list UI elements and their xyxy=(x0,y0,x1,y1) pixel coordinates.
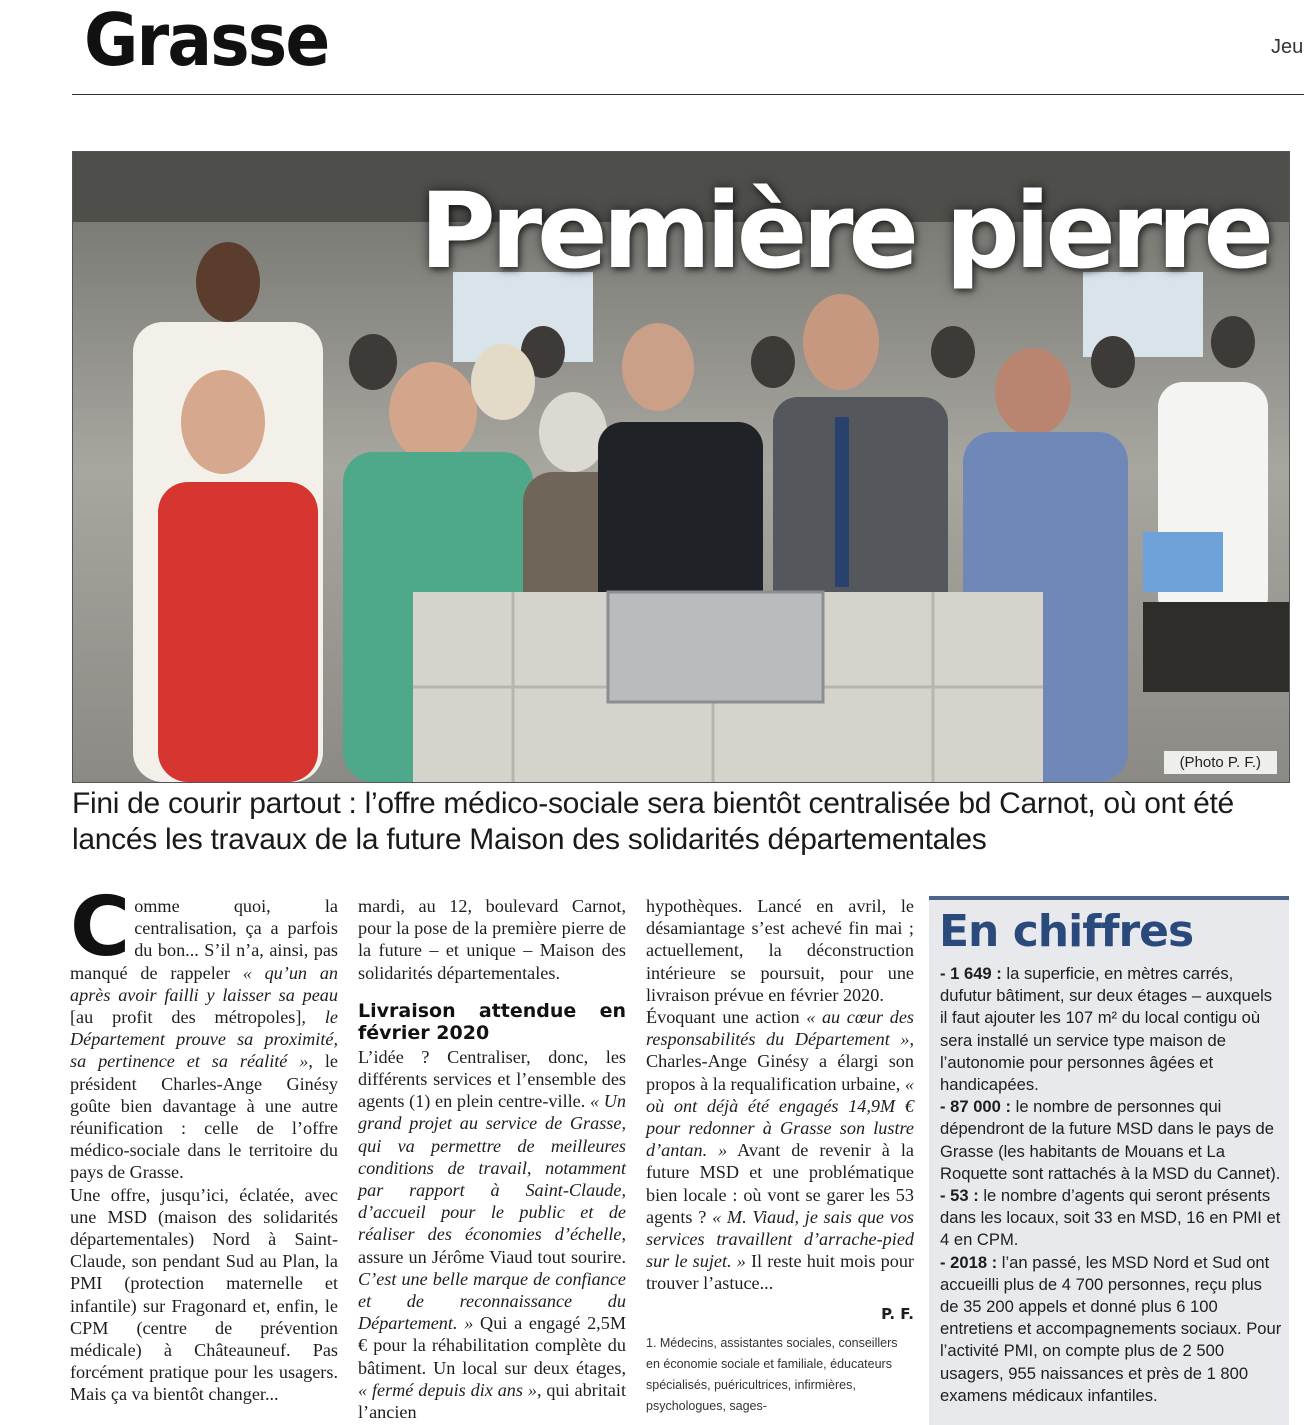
text-run: [au profit des métropoles] xyxy=(70,1007,302,1028)
sidebar-item-key: - 53 : xyxy=(940,1186,979,1206)
photo-credit: (Photo P. F.) xyxy=(1164,751,1277,774)
sidebar-item xyxy=(940,963,1284,1096)
sidebar-en-chiffres xyxy=(929,896,1289,1425)
sidebar-item-key: - 1 649 : xyxy=(940,964,1002,983)
quote-run: C’est une belle marque de confiance et de reconnaissance du Département. » xyxy=(358,1268,626,1334)
text-run: omme quoi, la centralisation, ça a parfois du bon... S’il n’a, ainsi, pas manqué de rappeler xyxy=(70,896,338,983)
sidebar-body xyxy=(940,963,1284,1407)
quote-run: « qu’un an après avoir failli y laisser sa peau xyxy=(70,962,339,1005)
text-run: Qui a engagé 2,5M € pour la réhabilitation complète du bâtiment. Un local sur deux étages, xyxy=(358,1313,626,1378)
sidebar-item xyxy=(940,1096,1284,1185)
text-run: Évoquant une action xyxy=(646,1007,807,1028)
quote-run: « Un grand projet au service de Grasse, qui va permettre de meilleures conditions de travail, notamment par rapport à Saint-Claude, d’accueil pour le public et de réaliser des économies d’échelle xyxy=(358,1091,626,1245)
article-photo xyxy=(72,151,1290,783)
sidebar-item-text: l’an passé, les MSD Nord et Sud ont accueilli plus de 4 700 personnes, reçu plus de 35 200 appels et donné plus 6 100 entretiens et accompagnements sociaux. Pour l’activité PMI, on compte plus de 2 500 usagers, 955 naissances et près de 1 800 examens médicaux infantiles. xyxy=(940,1252,1282,1405)
quote-run: « M. Viaud, je sais que vos services travaillent d’arrache-pied sur le sujet. » xyxy=(646,1206,914,1272)
article-column-1 xyxy=(70,880,339,1406)
article-paragraph-3: mardi, au 12, boulevard Carnot, pour la pose de la première pierre de la future – et unique – Maison des solidarités départementales. xyxy=(358,896,626,983)
quote-run: « où ont déjà été engagés 14,9M € pour redonner à Grasse son lustre d’antan. » xyxy=(646,1073,914,1161)
article-column-3 xyxy=(646,895,914,1417)
footnote: 1. Médecins, assistantes sociales, conseillers en économie sociale et familiale, éducateurs spécialisés, puéricultrices, infirmières, psychologues, sages- xyxy=(646,1335,898,1413)
quote-run: « fermé depuis dix ans » xyxy=(358,1379,537,1400)
author-signature: P. F. xyxy=(881,1304,914,1323)
article-paragraph-1 xyxy=(70,880,339,1184)
text-run: , qui abritait l’ancien xyxy=(358,1379,626,1423)
sidebar-item-text: la superficie, en mètres carrés, dufutur bâtiment, sur deux étages – auxquels il faut ajouter les 107 m² du local contigu où sera installé un service type maison de l’autonomie pour personnes âgées et handicapées. xyxy=(940,964,1273,1095)
article-paragraph-4 xyxy=(358,1046,626,1423)
text-run: L’idée ? Centraliser, donc, les différents services et l’ensemble des agents (1) en plein centre-ville. xyxy=(358,1046,626,1112)
text-run: Avant de revenir à la future MSD et une problématique bien locale : où vont se garer les 53 agents ? xyxy=(646,1140,914,1227)
header-date: Jeu xyxy=(1271,36,1304,58)
sidebar-item-key: - 87 000 : xyxy=(940,1097,1012,1117)
quote-run: , le Département prouve sa proximité, sa pertinence et sa réalité » xyxy=(70,1007,338,1072)
article-subhead: Livraison attendue en février 2020 xyxy=(358,999,626,1044)
sidebar-item-key: - 2018 : xyxy=(940,1252,998,1272)
quote-run: « au cœur des responsabilités du Département » xyxy=(646,1007,914,1050)
text-run: , assure un Jérôme Viaud tout sourire. xyxy=(358,1224,626,1267)
text-run: Il reste huit mois pour trouver l’astuce... xyxy=(646,1251,914,1294)
section-title: Grasse xyxy=(84,0,329,82)
sidebar-item-text: le nombre de personnes qui dépendront de la future MSD dans le pays de Grasse (les habitants de Mouans et La Roquette sont rattachés à la MSD du Cannet). xyxy=(940,1097,1281,1183)
sidebar-item xyxy=(940,1252,1284,1407)
text-run: , Charles-Ange Ginésy a élargi son propos à la requalification urbaine, xyxy=(646,1029,914,1094)
article-subheadline: Fini de courir partout : l’offre médico-sociale sera bientôt centralisée bd Carnot, où ont été lancés les travaux de la future Maison des solidarités départementales xyxy=(72,787,1234,856)
article-paragraph-6 xyxy=(646,1006,914,1295)
text-run: , le président Charles-Ange Ginésy goûte bien davantage à une autre réunification : celle de l’offre médico-sociale dans le territoire du pays de Grasse. xyxy=(70,1051,338,1183)
drop-cap: C xyxy=(70,880,131,975)
article-column-2 xyxy=(358,895,626,1423)
header-rule xyxy=(72,94,1304,95)
article-paragraph-2: Une offre, jusqu’ici, éclatée, avec une MSD (maison des solidarités départementales) Nord à Saint-Claude, son pendant Sud au Plan, la PMI (protection maternelle et infantile) sur Fragonard et, enfin, le CPM (centre de prévention médicale) à Châteauneuf. Pas forcément pratique pour les usagers. Mais ça va bientôt changer... xyxy=(70,1184,338,1405)
article-paragraph-5: hypothèques. Lancé en avril, le désamiantage s’est achevé fin mai ; actuellement, la déconstruction intérieure se poursuit, pour une livraison prévue en février 2020. xyxy=(646,896,914,1005)
sidebar-item xyxy=(940,1185,1284,1252)
sidebar-title: En chiffres xyxy=(939,906,1194,957)
photo-headline: Première pierre xyxy=(419,170,1269,292)
sidebar-item-text: le nombre d’agents qui seront présents dans les locaux, soit 33 en MSD, 16 en PMI et 4 en CPM. xyxy=(940,1186,1281,1250)
